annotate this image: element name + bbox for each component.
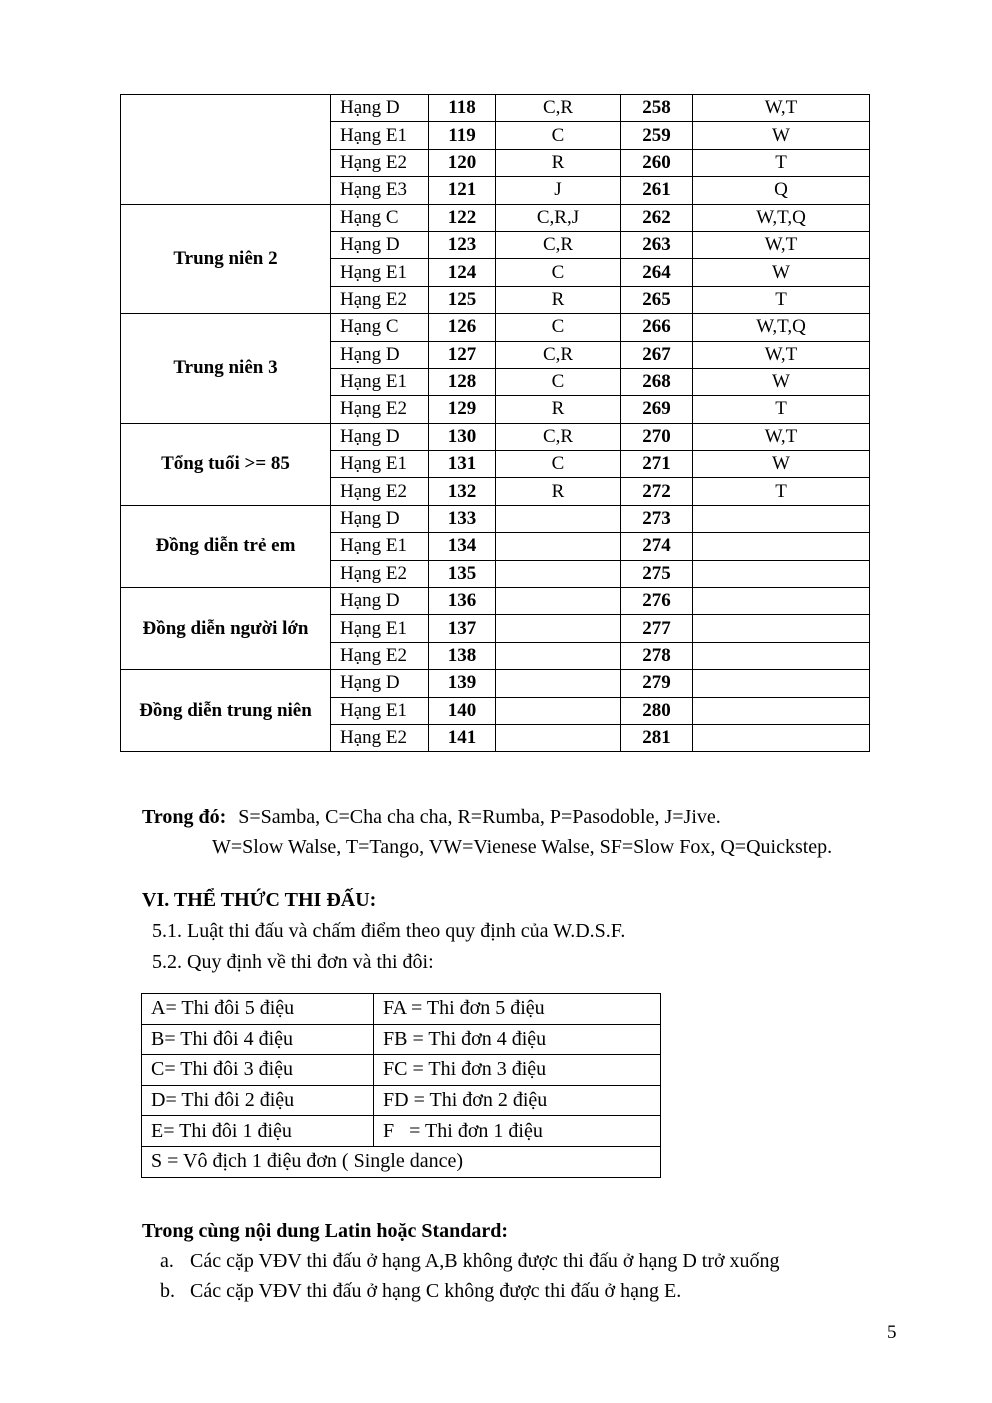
standard-number-cell: 264 [621,259,693,286]
latin-number-cell: 129 [429,396,496,423]
standard-dances-cell: W,T,Q [693,204,870,231]
standard-number-cell: 261 [621,177,693,204]
level-cell: Hạng E2 [331,724,429,751]
latin-number-cell: 138 [429,642,496,669]
group-name-cell: Đồng diễn người lớn [121,588,331,670]
latin-number-cell: 135 [429,560,496,587]
level-cell: Hạng E2 [331,642,429,669]
standard-dances-cell [693,588,870,615]
table-row [121,423,870,450]
latin-number-cell: 118 [429,95,496,122]
level-cell: Hạng D [331,670,429,697]
level-cell: Hạng D [331,341,429,368]
schedule-table [120,94,870,752]
group-name-cell [121,95,331,205]
latin-number-cell: 141 [429,724,496,751]
level-cell: Hạng E2 [331,560,429,587]
latin-dances-cell: C [496,122,621,149]
standard-number-cell: 274 [621,533,693,560]
latin-number-cell: 137 [429,615,496,642]
format-row [142,1146,661,1177]
latin-dances-cell: C [496,451,621,478]
latin-number-cell: 136 [429,588,496,615]
standard-number-cell: 262 [621,204,693,231]
latin-dances-cell [496,724,621,751]
level-cell: Hạng E1 [331,533,429,560]
latin-dances-cell: J [496,177,621,204]
latin-number-cell: 133 [429,505,496,532]
solo-format-cell: FC = Thi đơn 3 điệu [374,1055,661,1086]
standard-number-cell: 279 [621,670,693,697]
legend-latin: S=Samba, C=Cha cha cha, R=Rumba, P=Pasodoble, J=Jive. [238,806,721,828]
standard-dances-cell [693,670,870,697]
solo-format-cell: FA = Thi đơn 5 điệu [374,994,661,1025]
latin-dances-cell [496,670,621,697]
latin-dances-cell: C,R [496,231,621,258]
standard-dances-cell [693,724,870,751]
latin-dances-cell [496,588,621,615]
standard-dances-cell: Q [693,177,870,204]
latin-number-cell: 119 [429,122,496,149]
standard-dances-cell: T [693,149,870,176]
latin-dances-cell: C [496,368,621,395]
format-row [142,994,661,1025]
standard-number-cell: 263 [621,231,693,258]
rule-item-marker: b. [160,1280,175,1302]
latin-number-cell: 125 [429,286,496,313]
pair-format-cell: E= Thi đôi 1 điệu [142,1116,374,1147]
rule-item-marker: a. [160,1250,174,1272]
standard-number-cell: 276 [621,588,693,615]
standard-dances-cell [693,642,870,669]
standard-dances-cell [693,560,870,587]
latin-number-cell: 131 [429,451,496,478]
latin-dances-cell: R [496,478,621,505]
latin-number-cell: 121 [429,177,496,204]
table-row [121,95,870,122]
table-row [121,204,870,231]
latin-number-cell: 126 [429,314,496,341]
group-name-cell: Tổng tuổi >= 85 [121,423,331,505]
standard-number-cell: 281 [621,724,693,751]
level-cell: Hạng E1 [331,615,429,642]
table-row [121,505,870,532]
latin-dances-cell [496,697,621,724]
rule-paragraph-5-1: 5.1. Luật thi đấu và chấm điểm theo quy định của W.D.S.F. [152,920,626,942]
level-cell: Hạng E2 [331,478,429,505]
table-row [121,588,870,615]
rule-item-text: Các cặp VĐV thi đấu ở hạng A,B không được thi đấu ở hạng D trở xuống [190,1250,780,1272]
latin-number-cell: 124 [429,259,496,286]
latin-number-cell: 140 [429,697,496,724]
table-row [121,670,870,697]
latin-dances-cell [496,505,621,532]
level-cell: Hạng E1 [331,122,429,149]
standard-number-cell: 275 [621,560,693,587]
latin-dances-cell: C,R,J [496,204,621,231]
group-name-cell: Trung niên 3 [121,314,331,424]
standard-number-cell: 265 [621,286,693,313]
group-name-cell: Đồng diễn trung niên [121,670,331,752]
solo-format-cell: F = Thi đơn 1 điệu [374,1116,661,1147]
rule-item-b [160,1280,681,1303]
latin-number-cell: 130 [429,423,496,450]
latin-dances-cell: R [496,286,621,313]
format-row [142,1024,661,1055]
level-cell: Hạng E2 [331,396,429,423]
level-cell: Hạng C [331,204,429,231]
standard-number-cell: 259 [621,122,693,149]
latin-number-cell: 122 [429,204,496,231]
table-row [121,314,870,341]
standard-number-cell: 260 [621,149,693,176]
standard-dances-cell: W [693,368,870,395]
level-cell: Hạng D [331,505,429,532]
group-name-cell: Đồng diễn trẻ em [121,505,331,587]
standard-number-cell: 267 [621,341,693,368]
latin-number-cell: 128 [429,368,496,395]
standard-dances-cell [693,505,870,532]
pair-format-cell: A= Thi đôi 5 điệu [142,994,374,1025]
latin-dances-cell: C,R [496,341,621,368]
standard-dances-cell: W [693,122,870,149]
latin-dances-cell: R [496,396,621,423]
standard-dances-cell: W,T,Q [693,314,870,341]
latin-dances-cell: C,R [496,423,621,450]
latin-dances-cell: C [496,259,621,286]
level-cell: Hạng E2 [331,286,429,313]
legend-standard: W=Slow Walse, T=Tango, VW=Vienese Walse, SF=Slow Fox, Q=Quickstep. [212,836,833,858]
latin-number-cell: 134 [429,533,496,560]
level-cell: Hạng E2 [331,149,429,176]
latin-number-cell: 132 [429,478,496,505]
legend-line-1 [142,806,721,829]
pair-format-cell: C= Thi đôi 3 điệu [142,1055,374,1086]
standard-dances-cell [693,615,870,642]
level-cell: Hạng E1 [331,368,429,395]
pair-format-cell: D= Thi đôi 2 điệu [142,1085,374,1116]
standard-dances-cell: T [693,478,870,505]
latin-dances-cell [496,560,621,587]
standard-dances-cell [693,697,870,724]
latin-dances-cell: C,R [496,95,621,122]
standard-number-cell: 277 [621,615,693,642]
format-row [142,1085,661,1116]
standard-number-cell: 269 [621,396,693,423]
latin-number-cell: 139 [429,670,496,697]
level-cell: Hạng E3 [331,177,429,204]
latin-dances-cell [496,615,621,642]
standard-dances-cell: W,T [693,423,870,450]
latin-dances-cell [496,642,621,669]
standard-dances-cell: T [693,286,870,313]
latin-number-cell: 127 [429,341,496,368]
standard-number-cell: 273 [621,505,693,532]
rules-heading: Trong cùng nội dung Latin hoặc Standard: [142,1220,509,1242]
solo-format-cell: FB = Thi đơn 4 điệu [374,1024,661,1055]
level-cell: Hạng D [331,423,429,450]
standard-dances-cell: W [693,451,870,478]
level-cell: Hạng E1 [331,697,429,724]
latin-dances-cell: C [496,314,621,341]
level-cell: Hạng C [331,314,429,341]
format-row [142,1055,661,1086]
standard-dances-cell [693,533,870,560]
latin-number-cell: 123 [429,231,496,258]
standard-number-cell: 278 [621,642,693,669]
level-cell: Hạng D [331,588,429,615]
standard-dances-cell: W,T [693,95,870,122]
level-cell: Hạng E1 [331,451,429,478]
standard-number-cell: 266 [621,314,693,341]
standard-dances-cell: W,T [693,341,870,368]
single-dance-cell: S = Vô địch 1 điệu đơn ( Single dance) [142,1146,661,1177]
rule-item-a [160,1250,780,1273]
format-table [141,993,661,1178]
rule-item-text: Các cặp VĐV thi đấu ở hạng C không được thi đấu ở hạng E. [190,1280,682,1302]
standard-dances-cell: T [693,396,870,423]
standard-number-cell: 268 [621,368,693,395]
legend-label: Trong đó: [142,806,227,828]
format-row [142,1116,661,1147]
latin-dances-cell: R [496,149,621,176]
section-heading: VI. THỂ THỨC THI ĐẤU: [142,889,377,911]
standard-number-cell: 270 [621,423,693,450]
standard-dances-cell: W [693,259,870,286]
standard-dances-cell: W,T [693,231,870,258]
level-cell: Hạng E1 [331,259,429,286]
latin-number-cell: 120 [429,149,496,176]
standard-number-cell: 272 [621,478,693,505]
level-cell: Hạng D [331,231,429,258]
page-number: 5 [887,1322,897,1343]
latin-dances-cell [496,533,621,560]
standard-number-cell: 280 [621,697,693,724]
pair-format-cell: B= Thi đôi 4 điệu [142,1024,374,1055]
rule-paragraph-5-2: 5.2. Quy định về thi đơn và thi đôi: [152,951,434,973]
group-name-cell: Trung niên 2 [121,204,331,314]
standard-number-cell: 271 [621,451,693,478]
solo-format-cell: FD = Thi đơn 2 điệu [374,1085,661,1116]
standard-number-cell: 258 [621,95,693,122]
level-cell: Hạng D [331,95,429,122]
